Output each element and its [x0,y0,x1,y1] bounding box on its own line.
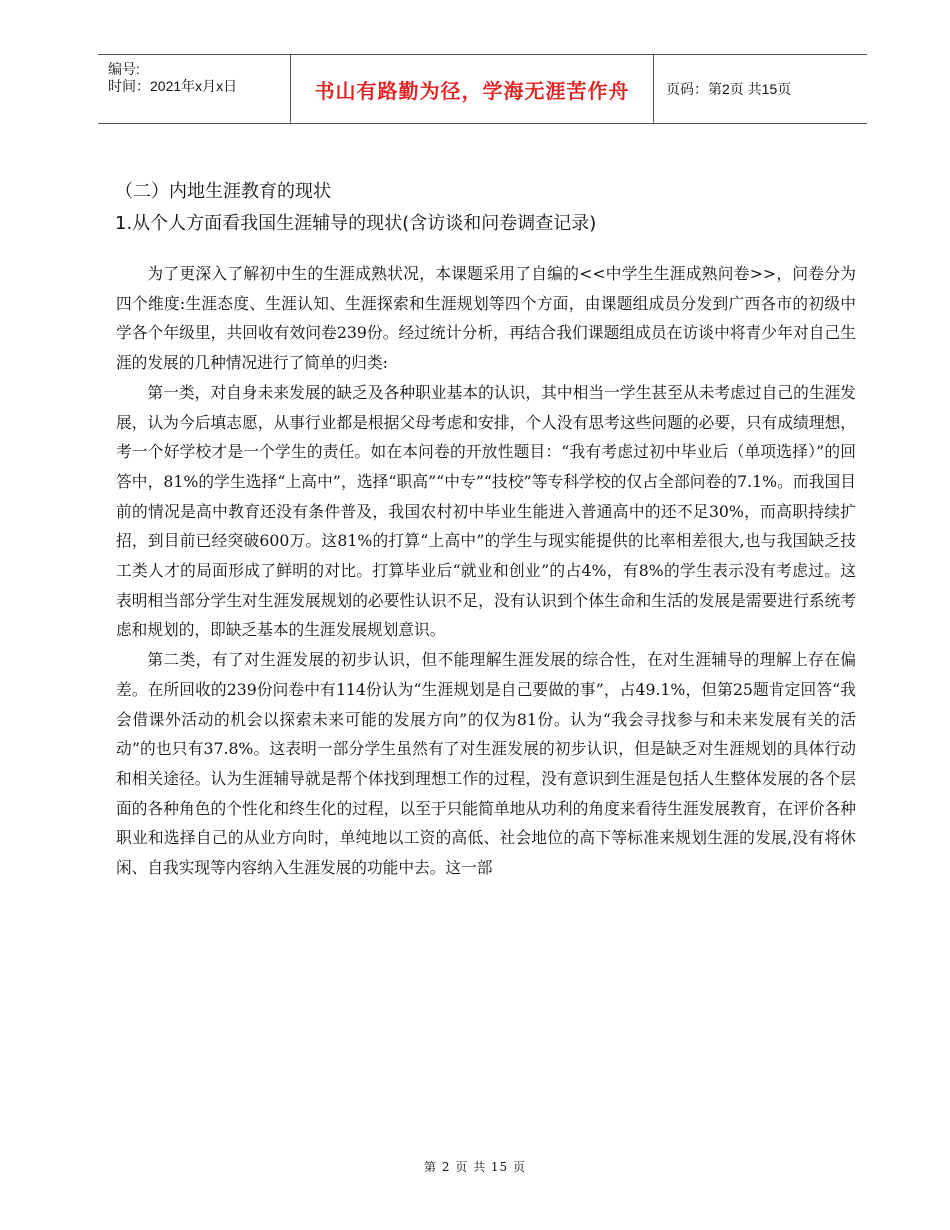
document-number-label: 编号: [108,61,140,77]
document-time-label: 时间：2021年x月x日 [108,78,238,94]
body-text [116,259,856,883]
subsection-heading: 1.从个人方面看我国生涯辅导的现状(含访谈和问卷调查记录) [115,213,597,234]
header-page-info: 页码：第2页 共15页 [666,81,792,97]
header-meta [98,55,291,123]
paragraph-intro: 为了更深入了解初中生的生涯成熟状况，本课题采用了自编的<<中学生生涯成熟问卷>>，问卷分为四个维度:生涯态度、生涯认知、生涯探索和生涯规划等四个方面，由课题组成员分发到广西各市的初级中学各个年级里，共回收有效问卷239份。经过统计分析，再结合我们课题组成员在访谈中将青少年对自己生涯的发展的几种情况进行了简单的归类: [116,264,856,373]
section-heading: （二）内地生涯教育的现状 [115,181,331,202]
page-header [98,54,867,124]
section-headings [115,176,855,240]
paragraph-category-one: 第一类，对自身未来发展的缺乏及各种职业基本的认识，其中相当一学生甚至从未考虑过自己的生涯发展，认为今后填志愿，从事行业都是根据父母考虑和安排，个人没有思考这些问题的必要，只有成绩理想，考一个好学校才是一个学生的责任。如在本问卷的开放性题目：“我有考虑过初中毕业后（单项选择）”的回答中，81%的学生选择“上高中”，选择“职高”“中专”“技校”等专科学校的仅占全部问卷的7.1%。而我国目前的情况是高中教育还没有条件普及，我国农村初中毕业生能进入普通高中的还不足30%，而高职持续扩招，到目前已经突破600万。这81%的打算“上高中”的学生与现实能提供的比率相差很大,也与我国缺乏技工类人才的局面形成了鲜明的对比。打算毕业后“就业和创业”的占4%，有8%的学生表示没有考虑过。这表明相当部分学生对生涯发展规划的必要性认识不足，没有认识到个体生命和生活的发展是需要进行系统考虑和规划的，即缺乏基本的生涯发展规划意识。 [116,382,856,640]
header-motto: 书山有路勤为径，学海无涯苦作舟 [291,55,654,123]
paragraph-category-two: 第二类，有了对生涯发展的初步认识，但不能理解生涯发展的综合性，在对生涯辅导的理解上存在偏差。在所回收的239份问卷中有114份认为“生涯规划是自己要做的事”，占49.1%，但第25题肯定回答“我会借课外活动的机会以探索未来可能的发展方向”的仅为81份。认为“我会寻找参与和未来发展有关的活动”的也只有37.8%。这表明一部分学生虽然有了对生涯发展的初步认识，但是缺乏对生涯规划的具体行动和相关途径。认为生涯辅导就是帮个体找到理想工作的过程，没有意识到生涯是包括人生整体发展的各个层面的各种角色的个性化和终生化的过程，以至于只能简单地从功利的角度来看待生涯发展教育，在评价各种职业和选择自己的从业方向时，单纯地以工资的高低、社会地位的高下等标准来规划生涯的发展,没有将休闲、自我实现等内容纳入生涯发展的功能中去。这一部 [116,650,856,878]
page-footer: 第 2 页 共 15 页 [424,1160,526,1174]
